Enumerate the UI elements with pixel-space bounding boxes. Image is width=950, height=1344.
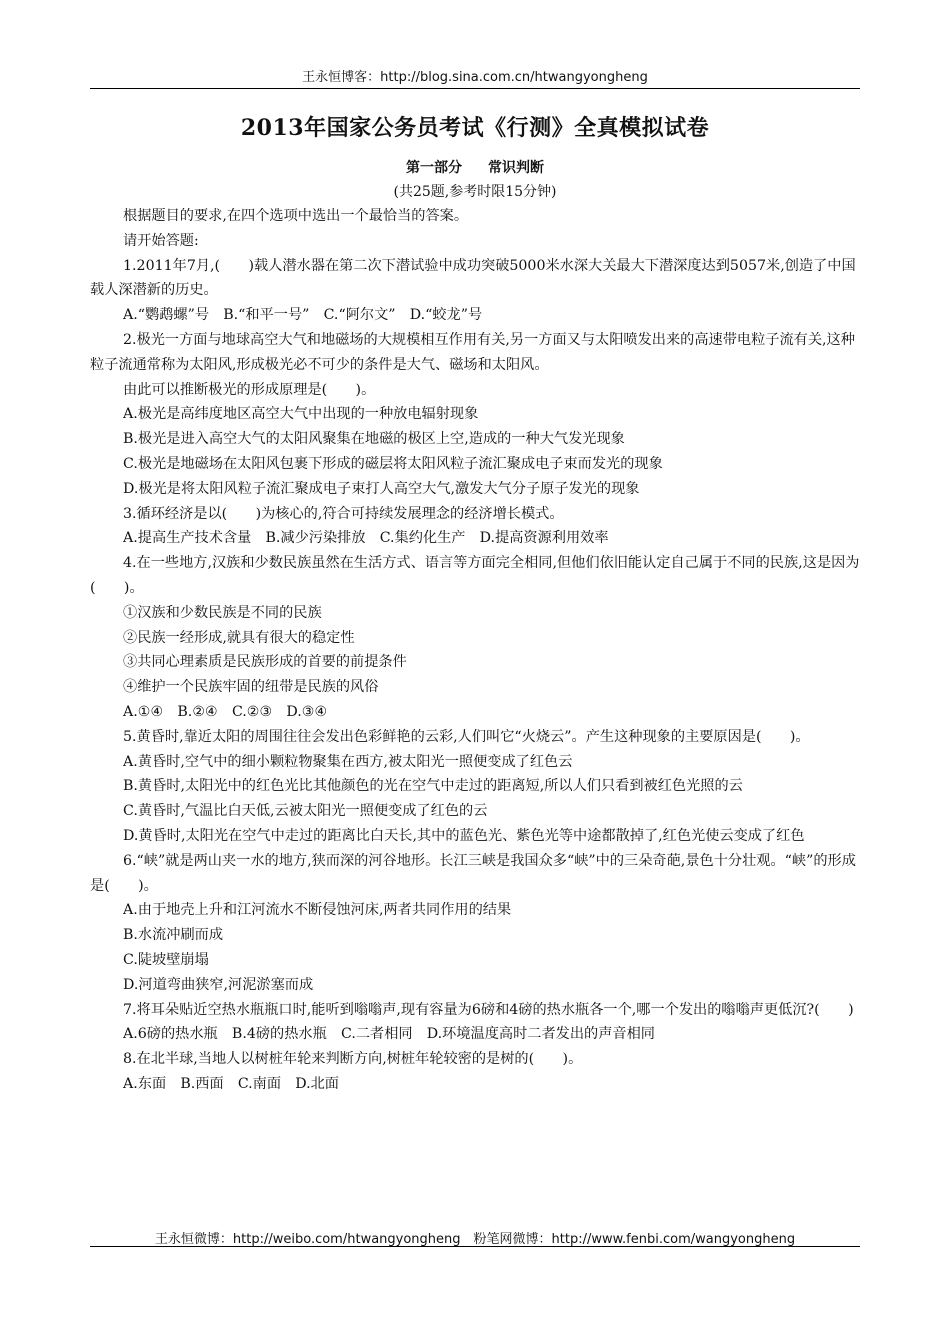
- question-body: [90, 204, 860, 1097]
- instruction: 根据题目的要求,在四个选项中选出一个最恰当的答案。: [123, 208, 469, 224]
- question-stem: 7.将耳朵贴近空热水瓶瓶口时,能听到嗡嗡声,现有容量为6磅和4磅的热水瓶各一个,哪一个发出的嗡嗡声更低沉?( ): [123, 1001, 854, 1018]
- question-stem-continued: 由此可以推断极光的形成原理是( )。: [123, 381, 376, 398]
- instruction: 请开始答题:: [123, 232, 199, 249]
- option-d: D.河道弯曲狭窄,河泥淤塞而成: [123, 976, 314, 993]
- question-stem: 8.在北半球,当地人以树桩年轮来判断方向,树桩年轮较密的是树的( )。: [123, 1051, 583, 1068]
- header-rule: [90, 88, 860, 89]
- statement-2: ②民族一经形成,就具有很大的稳定性: [123, 629, 355, 646]
- section-heading: [90, 157, 860, 177]
- section-name: 常识判断: [488, 160, 544, 176]
- page-title: 2013年国家公务员考试《行测》全真模拟试卷: [240, 115, 710, 141]
- option-d: D.黄昏时,太阳光在空气中走过的距离比白天长,其中的蓝色光、紫色光等中途都散掉了,红色光使云变成了红色: [123, 827, 805, 844]
- statement-3: ③共同心理素质是民族形成的首要的前提条件: [123, 654, 407, 671]
- question-stem: 3.循环经济是以( )为核心的,符合可持续发展理念的经济增长模式。: [123, 505, 564, 522]
- option-b: B.黄昏时,太阳光中的红色光比其他颜色的光在空气中走过的距离短,所以人们只看到被红色光照的云: [123, 778, 743, 795]
- question-stem: 4.在一些地方,汉族和少数民族虽然在生活方式、语言等方面完全相同,但他们依旧能认定自己属于不同的民族,这是因为( )。: [90, 555, 860, 596]
- question-options: A.提高生产技术含量 B.减少污染排放 C.集约化生产 D.提高资源利用效率: [123, 530, 609, 547]
- question-stem: 2.极光一方面与地球高空大气和地磁场的大规模相互作用有关,另一方面又与太阳喷发出来的高速带电粒子流有关,这种粒子流通常称为太阳风,形成极光必不可少的条件是大气、磁场和太阳风。: [90, 331, 855, 373]
- option-b: B.水流冲刷而成: [123, 927, 224, 944]
- statement-1: ①汉族和少数民族是不同的民族: [123, 604, 322, 621]
- question-options: A.①④ B.②④ C.②③ D.③④: [123, 703, 328, 720]
- page-header: 王永恒博客：http://blog.sina.com.cn/htwangyongheng: [302, 70, 648, 85]
- section-part: 第一部分: [406, 160, 462, 176]
- question-stem: 5.黄昏时,靠近太阳的周围往往会发出色彩鲜艳的云彩,人们叫它“火烧云”。产生这种现象的主要原因是( )。: [123, 728, 810, 745]
- question-options: A.6磅的热水瓶 B.4磅的热水瓶 C.二者相同 D.环境温度高时二者发出的声音相同: [123, 1026, 655, 1043]
- option-b: B.极光是进入高空大气的太阳风聚集在地磁的极区上空,造成的一种大气发光现象: [123, 431, 625, 448]
- question-stem: 1.2011年7月,( )载人潜水器在第二次下潜试验中成功突破5000米水深大关最大下潜深度达到5057米,创造了中国载人深潜新的历史。: [90, 257, 856, 299]
- question-options: A.“鹦鹉螺”号 B.“和平一号” C.“阿尔文” D.“蛟龙”号: [123, 307, 483, 324]
- option-a: A.黄昏时,空气中的细小颗粒物聚集在西方,被太阳光一照便变成了红色云: [123, 753, 573, 770]
- statement-4: ④维护一个民族牢固的纽带是民族的风俗: [123, 679, 379, 696]
- option-d: D.极光是将太阳风粒子流汇聚成电子束打人高空大气,激发大气分子原子发光的现象: [123, 480, 640, 497]
- option-c: C.极光是地磁场在太阳风包裹下形成的磁层将太阳风粒子流汇聚成电子束而发光的现象: [123, 455, 663, 472]
- page-footer: 王永恒微博：http://weibo.com/htwangyongheng 粉笔网微博：http://www.fenbi.com/wangyongheng: [154, 1232, 796, 1247]
- option-c: C.黄昏时,气温比白天低,云被太阳光一照便变成了红色的云: [123, 803, 488, 820]
- option-a: A.由于地壳上升和江河流水不断侵蚀河床,两者共同作用的结果: [123, 902, 512, 919]
- question-stem: 6.“峡”就是两山夹一水的地方,狭而深的河谷地形。长江三峡是我国众多“峡”中的三朵奇葩,景色十分壮观。“峡”的形成是( )。: [90, 852, 856, 894]
- section-note: (共25题,参考时限15分钟): [393, 184, 557, 200]
- question-options: A.东面 B.西面 C.南面 D.北面: [123, 1075, 339, 1092]
- option-a: A.极光是高纬度地区高空大气中出现的一种放电辐射现象: [123, 406, 479, 423]
- footer-rule: [90, 1246, 860, 1247]
- option-c: C.陡坡壁崩塌: [123, 951, 209, 968]
